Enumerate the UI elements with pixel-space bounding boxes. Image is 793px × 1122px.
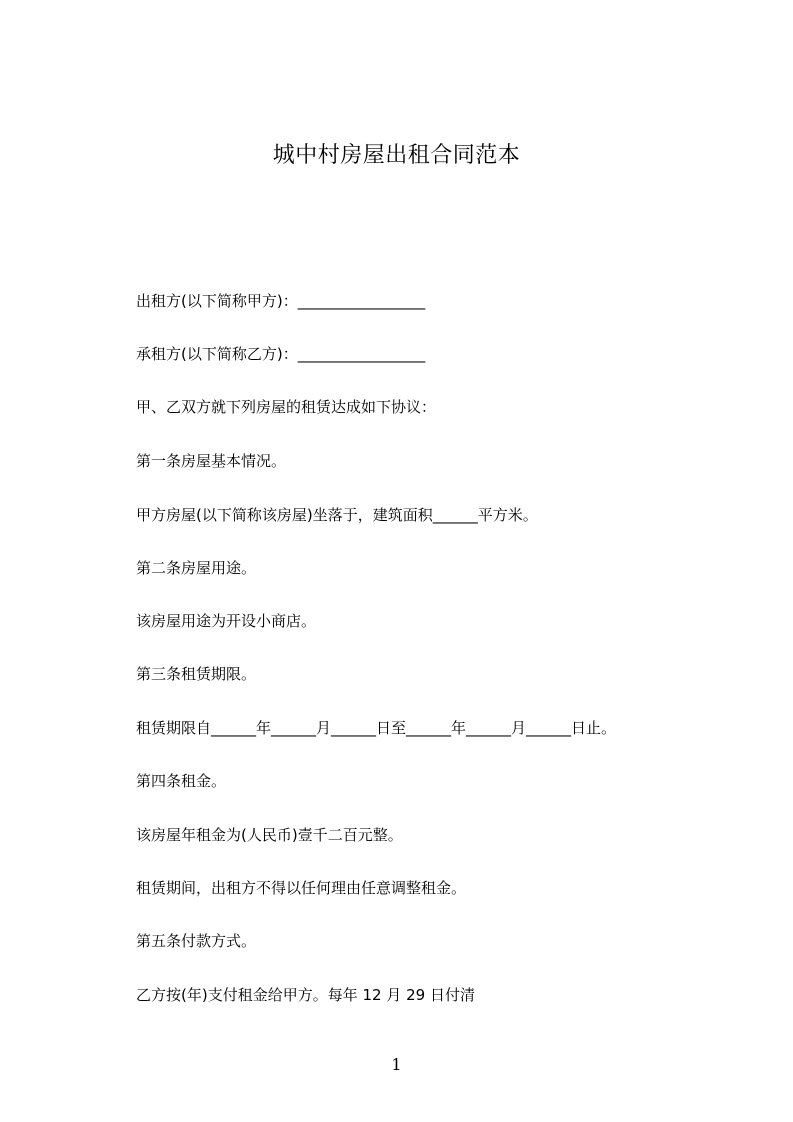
article-5-heading: 第五条付款方式。	[136, 932, 257, 950]
lessee-line: 承租方(以下简称乙方)：_________________	[136, 345, 426, 363]
page-number: 1	[391, 1055, 402, 1074]
article-4-heading: 第四条租金。	[136, 772, 227, 790]
article-1-heading: 第一条房屋基本情况。	[136, 452, 287, 470]
lessor-line: 出租方(以下简称甲方)：_________________	[136, 292, 426, 310]
document-title: 城中村房屋出租合同范本	[272, 143, 521, 168]
article-5-text: 乙方按(年)支付租金给甲方。每年 12 月 29 日付清	[136, 986, 475, 1004]
article-3-text: 租赁期限自______年______月______日至______年______月______日止。	[136, 719, 617, 737]
article-1-text: 甲方房屋(以下简称该房屋)坐落于，建筑面积______平方米。	[136, 506, 538, 524]
article-4-text-1: 该房屋年租金为(人民币)壹千二百元整。	[136, 826, 403, 844]
article-2-text: 该房屋用途为开设小商店。	[136, 612, 317, 630]
article-2-heading: 第二条房屋用途。	[136, 559, 257, 577]
article-4-text-2: 租赁期间，出租方不得以任何理由任意调整租金。	[136, 879, 467, 897]
article-3-heading: 第三条租赁期限。	[136, 665, 257, 683]
agreement-intro: 甲、乙双方就下列房屋的租赁达成如下协议：	[136, 398, 437, 416]
